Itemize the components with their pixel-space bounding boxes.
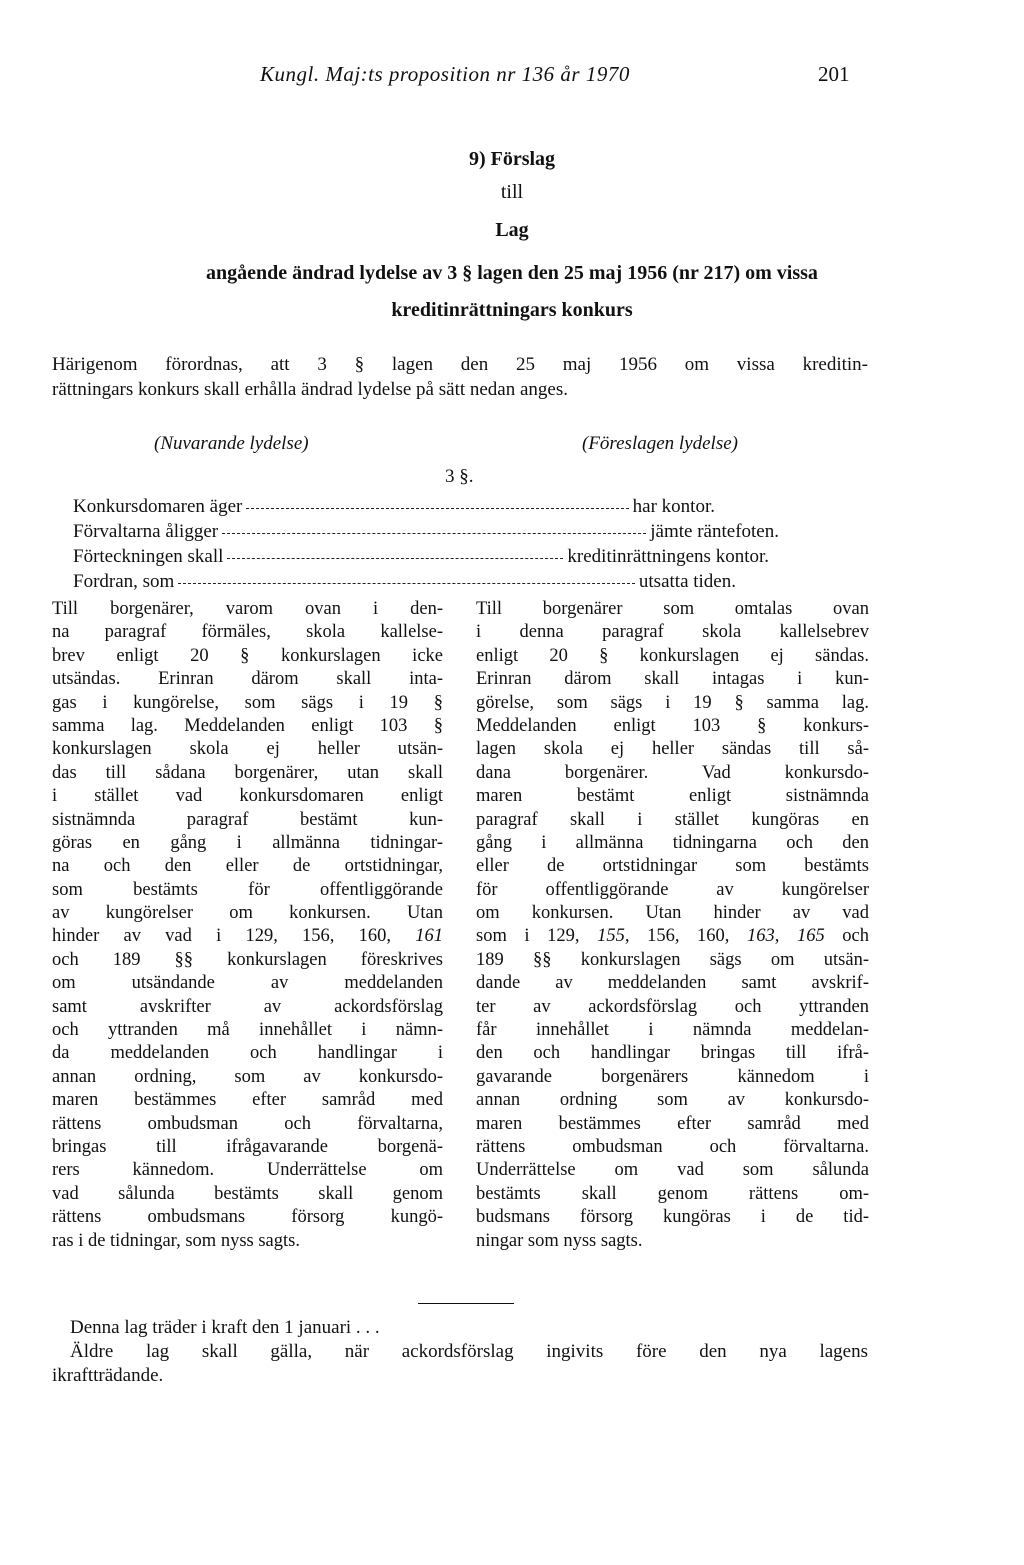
text-line: utsändas. Erinran därom skall inta-	[52, 669, 443, 690]
shared-row-start: Förteckningen skall	[73, 546, 224, 567]
proposed-wording-heading: (Föreslagen lydelse)	[582, 433, 738, 454]
intro-paragraph	[52, 352, 868, 402]
omission-dashes	[178, 583, 635, 584]
text-line: Meddelanden enligt 103 § konkurs-	[476, 715, 869, 736]
law-subject-line: angående ändrad lydelse av 3 § lagen den 25 maj 1956 (nr 217) om vissa	[206, 262, 818, 284]
text-line: budsmans försorg kungöras i de tid-	[476, 1207, 869, 1228]
intro-line: rättningars konkurs skall erhålla ändrad lydelse på sätt nedan anges.	[52, 379, 568, 400]
transitional-line: ikraftträdande.	[52, 1364, 164, 1386]
text-line: paragraf skall i stället kungöras en	[476, 809, 869, 830]
omission-dashes	[246, 508, 628, 509]
shared-row-start: Förvaltarna åligger	[73, 521, 219, 542]
shared-row-end: kreditinrättningens kontor.	[567, 546, 769, 567]
text-line: av kungörelser om konkursen. Utan	[52, 903, 443, 924]
shared-row-start: Fordran, som	[73, 571, 175, 592]
proposed-wording-column	[476, 598, 869, 1253]
text-line: maren bestämt enligt sistnämnda	[476, 786, 869, 807]
text-line: för offentliggörande av kungörelser	[476, 879, 869, 900]
section-label: 3 §.	[445, 466, 474, 487]
text-line: na paragraf förmäles, skola kallelse-	[52, 622, 443, 643]
law-subject-line-2: kreditinrättningars konkurs	[391, 299, 633, 321]
text-line: och 189 §§ konkurslagen föreskrives	[52, 949, 443, 970]
separator-rule	[418, 1303, 514, 1304]
text-line: rättens ombudsmans försorg kungö-	[52, 1207, 443, 1228]
shared-row	[73, 569, 736, 595]
text-line: samt avskrifter av ackordsförslag	[52, 996, 443, 1017]
text-line: dana borgenärer. Vad konkursdo-	[476, 762, 869, 783]
text-line: om konkursen. Utan hinder av vad	[476, 903, 869, 924]
text-line: maren bestämmes efter samråd med	[476, 1113, 869, 1134]
running-title: Kungl. Maj:ts proposition nr 136 år 1970	[260, 62, 630, 86]
text-line: dande av meddelanden samt avskrif-	[476, 973, 869, 994]
text-line: gas i kungörelse, som sägs i 19 §	[52, 692, 443, 713]
text-line: gång i allmänna tidningarna och den	[476, 832, 869, 853]
page-number: 201	[818, 62, 850, 86]
text-line: bringas till ifrågavarande borgenä-	[52, 1136, 443, 1157]
text-line: Erinran därom skall intagas i kun-	[476, 669, 869, 690]
transitional-provision	[52, 1340, 868, 1387]
transitional-line: Äldre lag skall gälla, när ackordsförslag ingivits före den nya lagens	[70, 1341, 868, 1362]
entry-into-force: Denna lag träder i kraft den 1 januari . . .	[70, 1317, 380, 1338]
text-line: och yttranden må innehållet i nämn-	[52, 1020, 443, 1041]
text-line: görelse, som sägs i 19 § samma lag.	[476, 692, 869, 713]
text-line: Till borgenärer som omtalas ovan	[476, 599, 869, 619]
text-line: hinder av vad i 129, 156, 160, 161	[52, 926, 443, 947]
text-line: Till borgenärer, varom ovan i den-	[52, 599, 443, 619]
text-line: i stället vad konkursdomaren enligt	[52, 786, 443, 807]
intro-line: Härigenom förordnas, att 3 § lagen den 25 maj 1956 om vissa kreditin-	[52, 354, 868, 375]
text-line: brev enligt 20 § konkurslagen icke	[52, 645, 443, 666]
text-line: na och den eller de ortstidningar,	[52, 856, 443, 877]
shared-row	[73, 519, 779, 545]
omission-dashes	[227, 558, 563, 559]
shared-row-start: Konkursdomaren äger	[73, 496, 243, 517]
text-line: ningar som nyss sagts.	[476, 1230, 643, 1251]
text-line: annan ordning, som av konkursdo-	[52, 1066, 443, 1087]
proposal-number-title: 9) Förslag	[468, 148, 556, 170]
text-line: göras en gång i allmänna tidningar-	[52, 832, 443, 853]
text-line: ras i de tidningar, som nyss sagts.	[52, 1230, 300, 1251]
text-line: samma lag. Meddelanden enligt 103 §	[52, 715, 443, 736]
shared-row-end: jämte räntefoten.	[650, 521, 779, 542]
text-line: 189 §§ konkurslagen sägs om utsän-	[476, 949, 869, 970]
text-line: får innehållet i nämnda meddelan-	[476, 1020, 869, 1041]
text-line: rättens ombudsman och förvaltarna.	[476, 1136, 869, 1157]
shared-row-end: har kontor.	[632, 496, 715, 517]
text-line: eller de ortstidningar som bestämts	[476, 856, 869, 877]
text-line: den och handlingar bringas till ifrå-	[476, 1043, 869, 1064]
text-line: rättens ombudsman och förvaltarna,	[52, 1113, 443, 1134]
current-wording-heading: (Nuvarande lydelse)	[154, 433, 309, 454]
text-line: da meddelanden och handlingar i	[52, 1043, 443, 1064]
current-wording-column	[52, 598, 443, 1253]
shared-row	[73, 494, 715, 520]
text-line: i denna paragraf skola kallelsebrev	[476, 622, 869, 643]
text-line: konkurslagen skola ej heller utsän-	[52, 739, 443, 760]
text-line: Underrättelse om vad som sålunda	[476, 1160, 869, 1181]
text-line: gavarande borgenärers kännedom i	[476, 1066, 869, 1087]
text-line: sistnämnda paragraf bestämt kun-	[52, 809, 443, 830]
text-line: som bestämts för offentliggörande	[52, 879, 443, 900]
title-till: till	[500, 181, 524, 203]
text-line: om utsändande av meddelanden	[52, 973, 443, 994]
text-line: vad sålunda bestämts skall genom	[52, 1183, 443, 1204]
title-lag: Lag	[495, 219, 529, 241]
shared-row	[73, 544, 769, 570]
text-line: das till sådana borgenärer, utan skall	[52, 762, 443, 783]
text-line: bestämts skall genom rättens om-	[476, 1183, 869, 1204]
text-line: maren bestämmes efter samråd med	[52, 1090, 443, 1111]
text-line: rers kännedom. Underrättelse om	[52, 1160, 443, 1181]
text-line: lagen skola ej heller sändas till så-	[476, 739, 869, 760]
text-line: som i 129, 155, 156, 160, 163, 165 och	[476, 926, 870, 947]
shared-row-end: utsatta tiden.	[638, 571, 736, 592]
text-line: ter av ackordsförslag och yttranden	[476, 996, 869, 1017]
text-line: enligt 20 § konkurslagen ej sändas.	[476, 645, 869, 666]
omission-dashes	[222, 533, 646, 534]
text-line: annan ordning som av konkursdo-	[476, 1090, 869, 1111]
